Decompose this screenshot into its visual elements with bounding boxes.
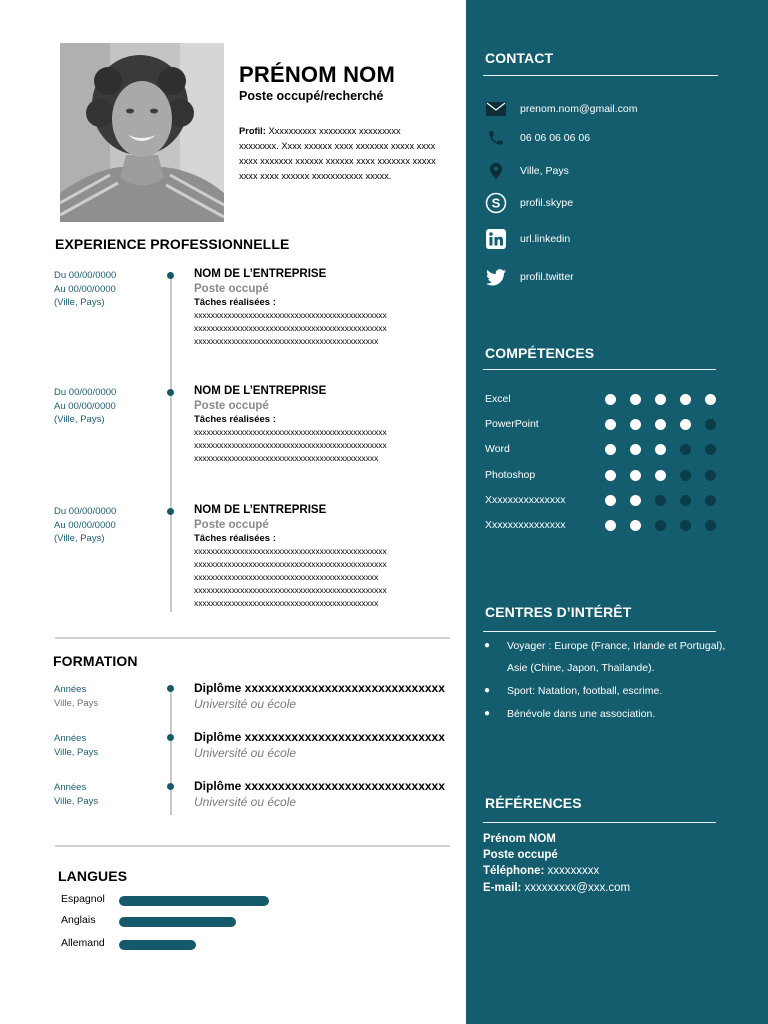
skill-rating	[605, 520, 730, 531]
skill-dot-empty	[655, 520, 666, 531]
skills-heading: COMPÉTENCES	[485, 345, 595, 361]
interest-text: Bénévole dans une association.	[507, 708, 656, 720]
linkedin-icon	[485, 229, 507, 249]
skill-name: Word	[485, 443, 510, 455]
timeline-dot	[167, 734, 174, 741]
skill-dot-filled	[605, 444, 616, 455]
skill-row	[485, 469, 725, 483]
school-name: Université ou école	[194, 795, 297, 809]
formation-heading: FORMATION	[53, 653, 138, 669]
experience-dates	[54, 386, 116, 427]
experience-dates	[54, 269, 116, 310]
skill-dot-filled	[605, 419, 616, 430]
svg-text:S: S	[491, 195, 501, 211]
profile-label: Profil:	[239, 126, 266, 136]
experience-timeline	[170, 272, 172, 612]
contact-heading: CONTACT	[485, 50, 554, 66]
tasks-label: Tâches réalisées :	[194, 414, 276, 425]
phone-icon	[485, 128, 507, 148]
skill-dot-empty	[705, 444, 716, 455]
skill-dot-filled	[605, 470, 616, 481]
skill-dot-filled	[655, 444, 666, 455]
experience-place: (Ville, Pays)	[54, 414, 105, 425]
date-from: Du 00/00/0000	[54, 270, 117, 281]
skill-name: Xxxxxxxxxxxxxxx	[485, 519, 566, 531]
skill-dot-filled	[630, 444, 641, 455]
degree-title: Diplôme xxxxxxxxxxxxxxxxxxxxxxxxxxxxxx	[194, 779, 445, 793]
bullet-icon: ●	[484, 685, 491, 696]
degree-title: Diplôme xxxxxxxxxxxxxxxxxxxxxxxxxxxxxx	[194, 681, 445, 695]
profile-photo	[60, 43, 224, 222]
bullet-icon: ●	[484, 640, 491, 651]
timeline-dot	[167, 508, 174, 515]
task-line: xxxxxxxxxxxxxxxxxxxxxxxxxxxxxxxxxxxxxxxxxxxxxx	[194, 585, 387, 595]
skill-dot-filled	[655, 394, 666, 405]
skill-rating	[605, 419, 730, 430]
date-from: Du 00/00/0000	[54, 506, 117, 517]
skype-icon	[485, 193, 507, 213]
skill-dot-empty	[680, 470, 691, 481]
task-line: xxxxxxxxxxxxxxxxxxxxxxxxxxxxxxxxxxxxxxxxxxxxxx	[194, 323, 387, 333]
twitter-icon	[485, 267, 507, 287]
skill-dot-empty	[680, 444, 691, 455]
references-rule	[483, 822, 716, 823]
task-line: xxxxxxxxxxxxxxxxxxxxxxxxxxxxxxxxxxxxxxxxxxxxxx	[194, 546, 387, 556]
tasks-text	[194, 426, 439, 465]
task-line: xxxxxxxxxxxxxxxxxxxxxxxxxxxxxxxxxxxxxxxxxxxxxx	[194, 559, 387, 569]
contact-email[interactable]	[485, 99, 638, 119]
contact-linkedin[interactable]	[485, 229, 571, 249]
timeline-dot	[167, 272, 174, 279]
skill-dot-filled	[605, 394, 616, 405]
full-name: PRÉNOM NOM	[239, 62, 395, 87]
formation-years: Années	[54, 782, 87, 793]
interests-heading: CENTRES D’INTÉRÊT	[485, 604, 632, 620]
language-name: Allemand	[61, 937, 105, 949]
degree-title: Diplôme xxxxxxxxxxxxxxxxxxxxxxxxxxxxxx	[194, 730, 445, 744]
email-text[interactable]: prenom.nom@gmail.com	[520, 103, 638, 115]
date-to: Au 00/00/0000	[54, 400, 116, 412]
experience-dates	[54, 505, 116, 546]
skill-dot-empty	[680, 520, 691, 531]
email-value[interactable]: xxxxxxxxx@xxx.com	[521, 882, 631, 894]
experience-heading: EXPERIENCE PROFESSIONNELLE	[55, 236, 290, 252]
skill-dot-empty	[680, 495, 691, 506]
reference-email[interactable]	[483, 880, 630, 896]
task-line: xxxxxxxxxxxxxxxxxxxxxxxxxxxxxxxxxxxxxxxxxxxxxx	[194, 440, 387, 450]
interests-rule	[483, 631, 716, 632]
profile-text: Xxxxxxxxxx xxxxxxxx xxxxxxxxx xxxxxxxx. Xxxx xxxxxx xxxx xxxxxxx xxxxx xxxx xxxx xxxxxxx xxxxxx xxxxxx xxxx xxxxxxx xxxxx xxxx xxxx xxxxxx xxxxxxxxxxx xxxxx.	[239, 126, 436, 181]
reference-position: Poste occupé	[483, 849, 558, 861]
task-line: xxxxxxxxxxxxxxxxxxxxxxxxxxxxxxxxxxxxxxxxxxxx	[194, 336, 379, 346]
date-from: Du 00/00/0000	[54, 387, 117, 398]
skill-dot-filled	[655, 419, 666, 430]
skill-dot-empty	[705, 470, 716, 481]
skill-dot-filled	[605, 520, 616, 531]
tasks-text	[194, 545, 439, 610]
bullet-icon: ●	[484, 708, 491, 719]
phone-value: xxxxxxxxx	[544, 865, 600, 877]
skill-rating	[605, 444, 730, 455]
timeline-dot	[167, 783, 174, 790]
language-name: Anglais	[61, 914, 96, 926]
location-pin-icon	[485, 161, 507, 181]
timeline-dot	[167, 389, 174, 396]
task-line: xxxxxxxxxxxxxxxxxxxxxxxxxxxxxxxxxxxxxxxxxxxx	[194, 598, 379, 608]
interest-item	[484, 635, 734, 679]
phone-label: Téléphone:	[483, 865, 545, 877]
reference-phone	[483, 863, 599, 879]
interest-text: Voyager : Europe (France, Irlande et Portugal), Asie (Chine, Japon, Thaïlande).	[507, 640, 726, 674]
references-heading: RÉFÉRENCES	[485, 795, 582, 811]
task-line: xxxxxxxxxxxxxxxxxxxxxxxxxxxxxxxxxxxxxxxxxxxxxx	[194, 427, 387, 437]
skill-dot-empty	[705, 419, 716, 430]
skill-dot-filled	[655, 470, 666, 481]
tasks-text	[194, 309, 439, 348]
skill-dot-filled	[680, 394, 691, 405]
formation-timeline	[170, 685, 172, 815]
formation-place: Ville, Pays	[54, 796, 99, 807]
skill-row	[485, 519, 725, 533]
experience-place: (Ville, Pays)	[54, 533, 105, 544]
skill-dot-filled	[630, 394, 641, 405]
contact-skype[interactable]	[485, 193, 574, 213]
role-title: Poste occupé	[194, 519, 269, 531]
job-title: Poste occupé/recherché	[239, 89, 384, 103]
formation-years: Années	[54, 684, 87, 695]
interest-item	[484, 680, 734, 702]
profile-summary	[239, 124, 439, 184]
email-label: E-mail:	[483, 882, 522, 894]
skill-dot-empty	[705, 520, 716, 531]
timeline-dot	[167, 685, 174, 692]
tasks-label: Tâches réalisées :	[194, 297, 276, 308]
language-level-fill	[119, 940, 196, 950]
contact-twitter[interactable]	[485, 267, 574, 287]
skill-row	[485, 443, 725, 457]
skill-dot-filled	[705, 394, 716, 405]
language-level-bar	[119, 940, 279, 950]
date-to: Au 00/00/0000	[54, 283, 116, 295]
twitter-text[interactable]: profil.twitter	[520, 271, 574, 283]
envelope-icon	[485, 99, 507, 119]
section-divider	[55, 637, 450, 639]
skill-rating	[605, 470, 730, 481]
skill-rating	[605, 394, 730, 405]
formation-place: Ville, Pays	[54, 698, 99, 709]
contact-phone[interactable]	[485, 128, 591, 148]
date-to: Au 00/00/0000	[54, 519, 116, 531]
company-name: NOM DE L’ENTREPRISE	[194, 504, 327, 516]
language-level-bar	[119, 896, 279, 906]
role-title: Poste occupé	[194, 400, 269, 412]
skill-dot-filled	[630, 495, 641, 506]
skill-name: Photoshop	[485, 469, 536, 481]
skill-dot-filled	[630, 470, 641, 481]
skill-dot-empty	[655, 495, 666, 506]
contact-rule	[483, 75, 718, 76]
task-line: xxxxxxxxxxxxxxxxxxxxxxxxxxxxxxxxxxxxxxxxxxxx	[194, 453, 379, 463]
language-level-bar	[119, 917, 279, 927]
linkedin-text[interactable]: url.linkedin	[520, 233, 571, 245]
interest-item	[484, 703, 734, 725]
reference-name: Prénom NOM	[483, 833, 556, 845]
experience-place: (Ville, Pays)	[54, 297, 105, 308]
skill-row	[485, 494, 725, 508]
formation-place: Ville, Pays	[54, 747, 99, 758]
skills-rule	[483, 369, 716, 370]
skill-dot-filled	[680, 419, 691, 430]
skill-dot-filled	[605, 495, 616, 506]
skill-row	[485, 393, 725, 407]
skill-dot-filled	[630, 520, 641, 531]
skill-name: PowerPoint	[485, 418, 539, 430]
formation-years: Années	[54, 733, 87, 744]
skill-row	[485, 418, 725, 432]
sidebar	[466, 0, 768, 1024]
language-name: Espagnol	[61, 893, 105, 905]
tasks-label: Tâches réalisées :	[194, 533, 276, 544]
task-line: xxxxxxxxxxxxxxxxxxxxxxxxxxxxxxxxxxxxxxxxxxxx	[194, 572, 379, 582]
language-level-fill	[119, 917, 236, 927]
languages-heading: LANGUES	[58, 868, 128, 884]
interest-text: Sport: Natation, football, escrime.	[507, 685, 663, 697]
skill-dot-filled	[630, 419, 641, 430]
location-text: Ville, Pays	[520, 165, 569, 177]
company-name: NOM DE L’ENTREPRISE	[194, 268, 327, 280]
language-level-fill	[119, 896, 269, 906]
school-name: Université ou école	[194, 746, 297, 760]
contact-location	[485, 161, 569, 181]
skill-name: Excel	[485, 393, 511, 405]
skype-text[interactable]: profil.skype	[520, 197, 574, 209]
section-divider	[55, 845, 450, 847]
phone-text[interactable]: 06 06 06 06 06	[520, 132, 591, 144]
school-name: Université ou école	[194, 697, 297, 711]
role-title: Poste occupé	[194, 283, 269, 295]
skill-dot-empty	[705, 495, 716, 506]
task-line: xxxxxxxxxxxxxxxxxxxxxxxxxxxxxxxxxxxxxxxxxxxxxx	[194, 310, 387, 320]
skill-name: Xxxxxxxxxxxxxxx	[485, 494, 566, 506]
company-name: NOM DE L’ENTREPRISE	[194, 385, 327, 397]
skill-rating	[605, 495, 730, 506]
